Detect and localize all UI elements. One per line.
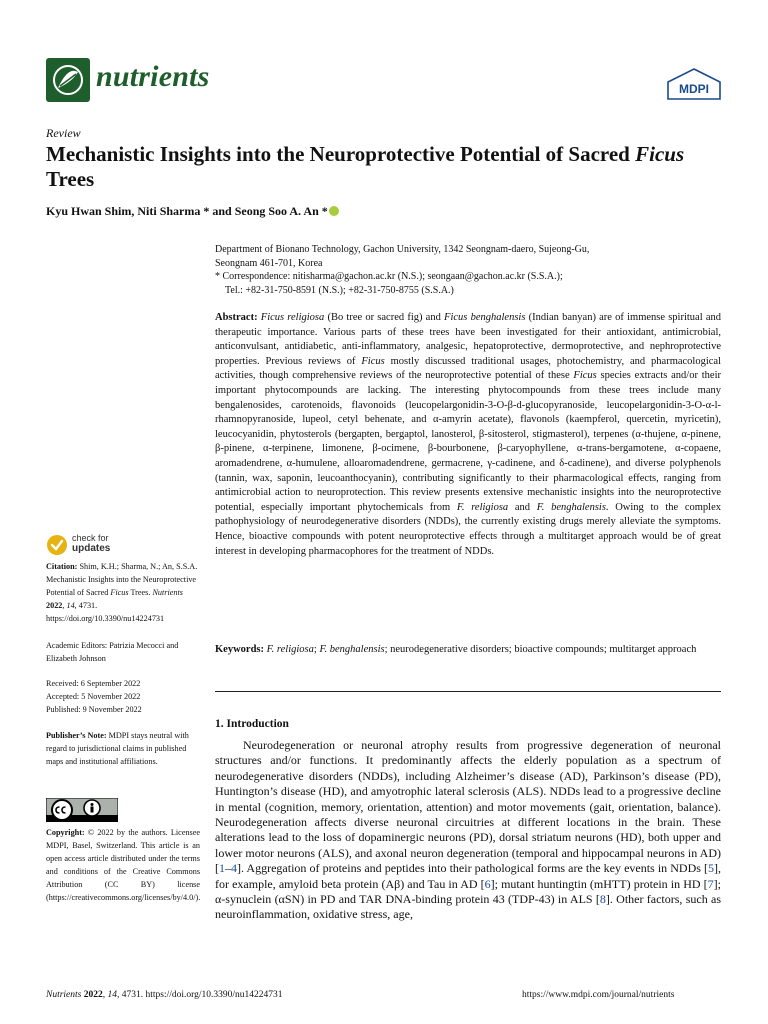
- journal-url[interactable]: https://www.mdpi.com/journal/nutrients: [522, 990, 675, 1000]
- author-list: Kyu Hwan Shim, Niti Sharma * and Seong Soo A. An *: [46, 204, 339, 219]
- cc-by-license-icon[interactable]: [46, 798, 118, 822]
- section-divider: [215, 691, 721, 692]
- academic-editors: Academic Editors: Patrizia Mecocci and Elizabeth Johnson: [46, 641, 179, 663]
- introduction-text: Neurodegeneration or neuronal atrophy results from progressive degeneration of neuronal structures and/or functions. It predominantly affects the elderly population as a spectrum of neurodegenerative disorders (NDDs), including Alzheimer’s disease (AD), Parkinson’s disease (PD), Huntington’s disease (HD), and amyotrophic lateral sclerosis (ALS). NDDs lead to a progressive decline in mental (cognition, memory, orientation, attention) and motor movements (gait, orientation, balance). Neurodegeneration affects diverse neuronal circuitries at different locations in the brain. These alterations lead to the loss of dopaminergic neurons (PD), dorsal striatum neurons (HD), both upper and lower motor neurons (ALS), and axonal neuron degeneration (temporal and hippocampal neurons in AD) [1–4]. Aggregation of proteins and peptides into their pathological forms are the key events in NDDs [5], for example, amyloid beta protein (Aβ) and Tau in AD [6]; mutant huntingtin (mHTT) protein in HD [7]; α-synuclein (αSN) in PD and TAR DNA-binding protein 43 (TDP-43) in ALS [8]. Other factors, such as neuroinflammation, oxidative stress, age,: [215, 738, 721, 922]
- orcid-icon[interactable]: [329, 206, 339, 216]
- affiliation-line: Department of Bionano Technology, Gachon University, 1342 Seongnam-daero, Sujeong-Gu,: [215, 244, 590, 255]
- nutrients-logo-icon: [46, 58, 90, 102]
- reference-link[interactable]: 7: [707, 876, 714, 891]
- telephone: Tel.: +82-31-750-8591 (N.S.); +82-31-750-8755 (S.S.A.): [225, 284, 454, 296]
- check-for-updates-label: check for updates: [72, 533, 111, 554]
- reference-link[interactable]: 4: [231, 861, 237, 876]
- reference-link[interactable]: 6: [484, 876, 491, 891]
- article-title: Mechanistic Insights into the Neuroprotective Potential of Sacred Ficus Trees: [46, 142, 685, 191]
- published-date: Published: 9 November 2022: [46, 705, 142, 714]
- affiliation-line: Seongnam 461-701, Korea: [215, 257, 323, 269]
- check-for-updates-button[interactable]: [46, 534, 176, 558]
- affiliations: [215, 243, 720, 297]
- reference-link[interactable]: 1: [219, 861, 225, 876]
- section-heading: 1. Introduction: [215, 718, 289, 730]
- correspondence: * Correspondence: nitisharma@gachon.ac.kr (N.S.); seongaan@gachon.ac.kr (S.S.A.);: [215, 271, 563, 282]
- citation-block: Citation: Shim, K.H.; Sharma, N.; An, S.S.A. Mechanistic Insights into the Neuroprotective Potential of Sacred Ficus Trees. Nutrients 2022, 14, 4731. https://doi.org/10.3390/nu14224731: [46, 562, 198, 623]
- mdpi-logo-text: MDPI: [679, 82, 709, 96]
- abstract: Abstract: Ficus religiosa (Bo tree or sacred fig) and Ficus benghalensis (Indian banyan) are of immense spiritual and therapeutic importance. Various parts of these trees have been investigated for their antioxidant, antimicrobial, anticonvulsant, antidiabetic, anti-inflammatory, analgesic, hepatoprotective, dermoprotective, and nephroprotective properties. Previous reviews of Ficus mostly discussed traditional usages, photochemistry, and pharmacological activities, though comprehensive reviews of the neuroprotective potential of these Ficus species extracts and/or their important phytocompounds are lacking. The interesting phytocompounds from these trees include many bengalenosides, carotenoids, flavonoids (leucopelargonidin-3-O-β-d-glucopyranoside, leucopelargonidin-3-O-α-l-rhamnopyranoside, lupeol, cetyl behenate, and α-amyrin acetate), flavonols (kaempferol, quercetin, myricetin), leucocyanidin, phytosterols (bergapten, bergaptol, lanosterol, β-sitosterol, stigmasterol), terpenes (α-thujene, α-pinene, β-pinene, α-terpinene, limonene, β-ocimene, β-bourbonene, β-caryophyllene, α-trans-bergamotene, α-copaene, aromadendrene, α-humulene, alloaromadendrene, germacrene, γ-cadinene, and δ-cadinene), and diverse polyphenols (tannin, wax, saponin, leucoanthocyanin), contributing significantly to their pharmacological effects, ranging from antimicrobial action to neuroprotection. This review presents extensive mechanistic insights into the neuroprotective potential, especially important phytochemicals from F. religiosa and F. benghalensis. Owing to the complex pathophysiology of neurodegenerative disorders (NDDs), the currently existing drugs merely alleviate the symptoms. Hence, bioactive compounds with potent neuroprotective effects through a multitarget approach would be of great interest in developing pharmacophores for the treatment of NDDs.: [215, 312, 722, 557]
- copyright-notice: Copyright: © 2022 by the authors. Licensee MDPI, Basel, Switzerland. This article is an open access article distributed under the terms and conditions of the Creative Commons Attribution (CC BY) license (https://creativecommons.org/licenses/by/4.0/).: [46, 828, 201, 902]
- publication-dates: [46, 677, 200, 716]
- article-type: Review: [46, 126, 81, 140]
- mdpi-logo: [666, 68, 722, 100]
- footer-citation: Nutrients 2022, 14, 4731. https://doi.org/10.3390/nu14224731: [46, 990, 283, 1000]
- received-date: Received: 6 September 2022: [46, 679, 141, 688]
- journal-name: nutrients: [96, 60, 210, 93]
- keywords: Keywords: F. religiosa; F. benghalensis; neurodegenerative disorders; bioactive compounds; multitarget approach: [215, 644, 697, 655]
- check-for-updates-icon: [46, 534, 68, 556]
- accepted-date: Accepted: 5 November 2022: [46, 692, 141, 701]
- reference-link[interactable]: 5: [708, 861, 714, 876]
- publisher-note: Publisher’s Note: MDPI stays neutral with regard to jurisdictional claims in published maps and institutional affiliations.: [46, 731, 189, 766]
- reference-link[interactable]: 8: [599, 892, 606, 907]
